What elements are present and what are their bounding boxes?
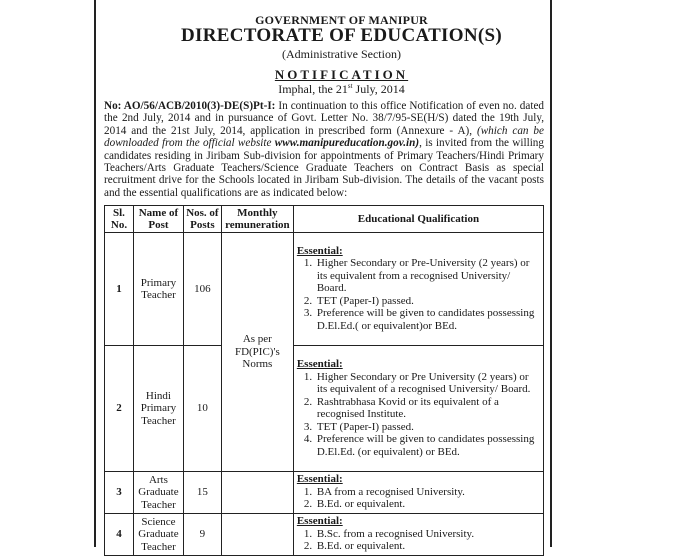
row-qualification xyxy=(293,233,543,346)
place-date: Imphal, the 21st July, 2014 xyxy=(278,82,405,96)
notification-body xyxy=(104,100,544,199)
header-remuneration: Monthly remuneration xyxy=(221,206,293,233)
essential-label: Essential: xyxy=(296,515,343,528)
header-nos: Nos. of Posts xyxy=(183,206,221,233)
table-row xyxy=(105,233,544,346)
row-sl: 1 xyxy=(105,233,134,346)
qualification-item: 3. TET (Paper-I) passed. xyxy=(315,421,540,434)
qualification-item: 3. Preference will be given to candidates possessing D.El.Ed.( or equivalent)or BEd. xyxy=(315,307,540,332)
row-post: Primary Teacher xyxy=(133,233,183,346)
row-sl: 4 xyxy=(105,514,134,556)
qualification-item: 1. Higher Secondary or Pre University (2 years) or its equivalent of a recognised University/ Board. xyxy=(315,371,540,396)
row-remuneration-empty xyxy=(221,472,293,514)
reference-number: No: AO/56/ACB/2010(3)-DE(S)Pt-I: xyxy=(104,100,276,112)
header-sl-no: Sl. No. xyxy=(105,206,134,233)
directorate-heading: DIRECTORATE OF EDUCATION(S) xyxy=(181,25,502,46)
body-italic-text: (which can be downloaded from the official website xyxy=(104,124,544,150)
section-heading: (Administrative Section) xyxy=(282,47,401,61)
row-nos: 9 xyxy=(183,514,221,556)
government-heading: GOVERNMENT OF MANIPUR xyxy=(255,13,428,27)
header-qualification: Educational Qualification xyxy=(293,206,543,233)
row-post: Hindi Primary Teacher xyxy=(133,346,183,472)
row-sl: 3 xyxy=(105,472,134,514)
qualification-item: 2. B.Ed. or equivalent. xyxy=(315,540,540,553)
row-nos: 10 xyxy=(183,346,221,472)
row-remuneration: As per FD(PIC)'s Norms xyxy=(221,233,293,472)
table-row xyxy=(105,346,544,472)
row-nos: 106 xyxy=(183,233,221,346)
qualification-item: 4. Preference will be given to candidates possessing D.El.Ed. (or equivalent) or BEd. xyxy=(315,433,540,458)
row-sl: 2 xyxy=(105,346,134,472)
header-post: Name of Post xyxy=(133,206,183,233)
qualification-item: 1. Higher Secondary or Pre-University (2 years) or its equivalent from a recognised University/ Board. xyxy=(315,257,540,295)
body-text-2: , is invited from the willing candidates residing in Jiribam Sub-division for appointments of Primary Teachers/Hindi Primary Teachers/Arts Graduate Teachers/Science Graduate Teachers on Contract Basis as special recruitment drive for the Schools located in Jiribam Sub-division. The details of the vacant posts and the essential qualifications are as indicated below: xyxy=(104,137,544,199)
notification-title: NOTIFICATION xyxy=(274,67,409,82)
qualification-item: 2. TET (Paper-I) passed. xyxy=(315,295,540,308)
essential-label: Essential: xyxy=(296,358,343,370)
row-qualification xyxy=(293,514,543,556)
row-post: Arts Graduate Teacher xyxy=(133,472,183,514)
row-remuneration-empty xyxy=(221,514,293,556)
table-row xyxy=(105,472,544,514)
table-row xyxy=(105,514,544,556)
qualification-item: 1. B.Sc. from a recognised University. xyxy=(315,528,540,541)
website-link[interactable]: www.manipureducation.gov.in) xyxy=(274,137,420,150)
row-post: Science Graduate Teacher xyxy=(133,514,183,556)
table-header-row xyxy=(105,206,544,233)
qualification-item: 1. BA from a recognised University. xyxy=(315,486,540,499)
row-nos: 15 xyxy=(183,472,221,514)
vacancy-table xyxy=(104,205,544,556)
essential-label: Essential: xyxy=(296,244,343,257)
qualification-item: 2. B.Ed. or equivalent. xyxy=(315,498,540,511)
body-text-1: In continuation to this office Notification of even no. dated the 2nd July, 2014 and in pursuance of Govt. Letter No. 38/7/95-SE(H/S) dated the 19th July, 2014 and the 21st July, 2014, application in prescribed form (Annexure - A), xyxy=(104,100,545,137)
row-qualification xyxy=(293,472,543,514)
essential-label: Essential: xyxy=(296,473,343,486)
row-qualification xyxy=(293,346,543,472)
qualification-item: 2. Rashtrabhasa Kovid or its equivalent of a recognised Institute. xyxy=(315,396,540,421)
